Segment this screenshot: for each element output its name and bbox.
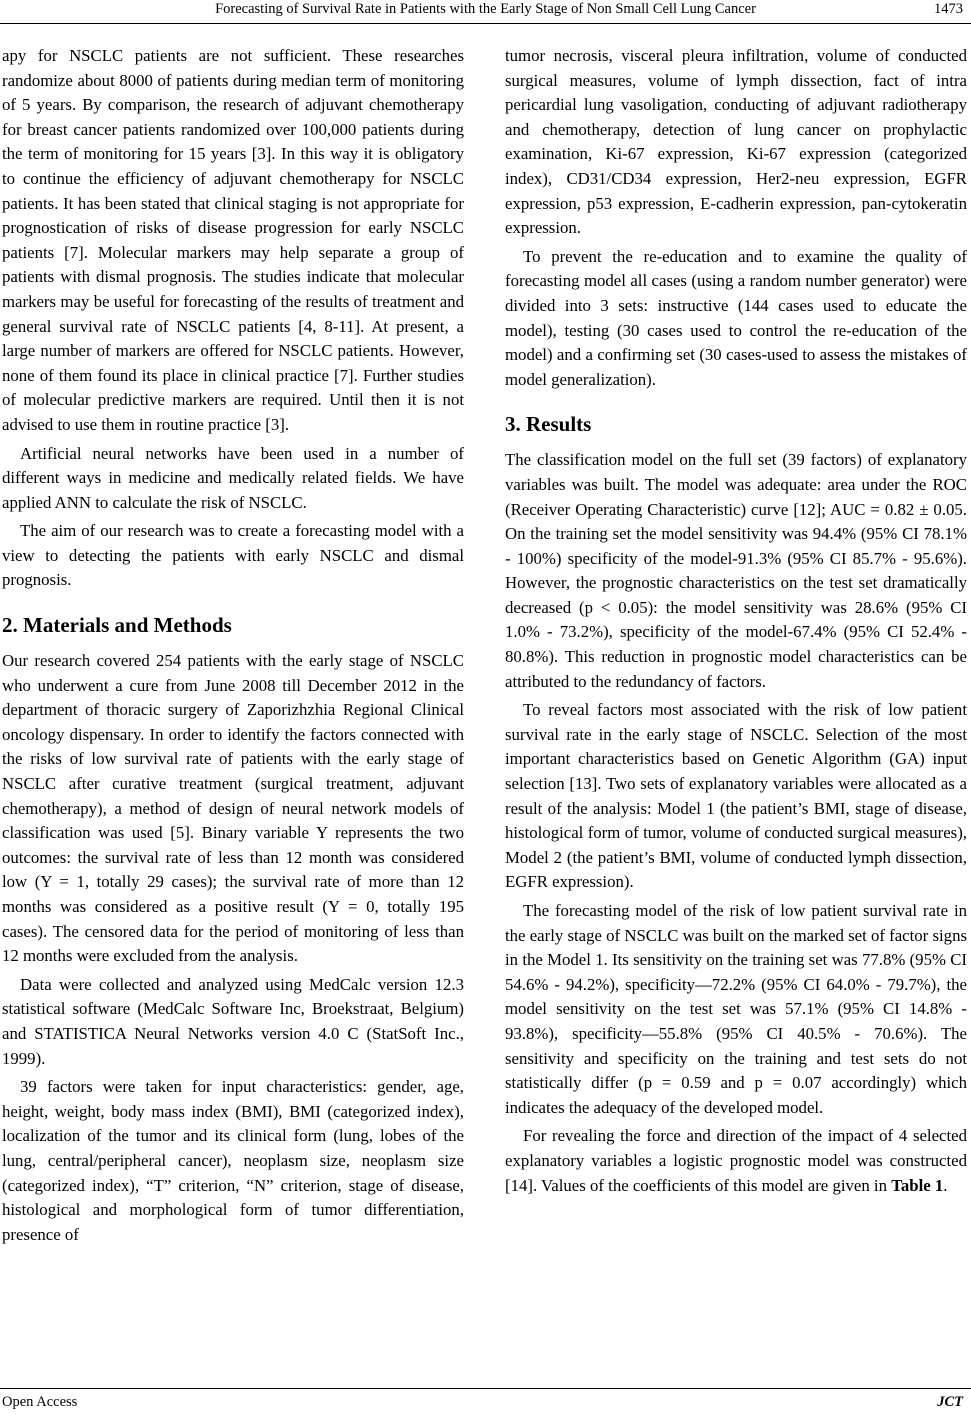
table-reference-link[interactable]: Table 1 <box>891 1175 944 1195</box>
footer-journal-abbrev: JCT <box>937 1394 963 1410</box>
paragraph: apy for NSCLC patients are not sufficient. These researches randomize about 8000 of patients during median term of monitoring of 5 years. By comparison, the research of adjuvant chemotherapy for breast cancer patients randomized over 100,000 patients during the term of monitoring for 15 years [3]. In this way it is obligatory to continue the efficiency of adjuvant chemotherapy for NSCLC patients. It has been stated that clinical staging is not appropriate for prognostication of risks of disease progression for early NSCLC patients [7]. Molecular markers may help separate a group of patients with dismal prognosis. The studies indicate that molecular markers may be useful for forecasting of the results of treatment and general survival rate of NSCLC patients [4, 8-11]. At present, a large number of markers are offered for NSCLC patients. However, none of them found its place in clinical practice [7]. Further studies of molecular predictive markers are required. Until then it is not advised to use them in routine practice [3]. <box>2 46 464 434</box>
page-number: 1473 <box>934 1 963 17</box>
right-column <box>505 44 967 1198</box>
paragraph: tumor necrosis, visceral pleura infiltration, volume of conducted surgical measures, volume of lymph dissection, fact of intra pericardial lung vasoligation, conducting of adjuvant radiotherapy and chemotherapy, detection of lung cancer on prophylactic examination, Ki-67 expression, Ki-67 expression (categorized index), CD31/CD34 expression, Her2-neu expression, EGFR expression, p53 expression, E-cadherin expression, pan-cytokeratin expression. <box>505 46 967 238</box>
left-column <box>2 44 464 1247</box>
paragraph: The aim of our research was to create a forecasting model with a view to detecting the patients with early NSCLC and dismal prognosis. <box>2 521 464 590</box>
paragraph-text-end: . <box>943 1175 948 1195</box>
running-title: Forecasting of Survival Rate in Patients with the Early Stage of Non Small Cell Lung Cancer <box>215 1 756 17</box>
footer-rule <box>0 1388 971 1389</box>
running-header <box>0 0 971 24</box>
paragraph: Data were collected and analyzed using MedCalc version 12.3 statistical software (MedCalc Software Inc, Broekstraat, Belgium) and STATISTICA Neural Networks version 4.0 C (StatSoft Inc., 1999). <box>2 974 464 1068</box>
footer-open-access: Open Access <box>2 1394 78 1410</box>
paragraph <box>505 1124 967 1198</box>
header-rule <box>0 23 971 24</box>
paragraph: Artificial neural networks have been used in a number of different ways in medicine and medically related fields. We have applied ANN to calculate the risk of NSCLC. <box>2 443 464 512</box>
paragraph: Our research covered 254 patients with the early stage of NSCLC who underwent a cure from June 2008 till December 2012 in the department of thoracic surgery of Zaporizhzhia Regional Clinical oncology dispensary. In order to identify the factors connected with the risks of low survival rate of patients with the early stage of NSCLC after curative treatment (surgical treatment, adjuvant chemotherapy), a method of design of neural network models of classification was used [5]. Binary variable Y represents the two outcomes: the survival rate of less than 12 month was considered low (Y = 1, totally 29 cases); the survival rate of more than 12 months was considered as a positive result (Y = 0, totally 195 cases). The censored data for the period of monitoring of less than 12 months were excluded from the analysis. <box>2 651 464 966</box>
paragraph: To reveal factors most associated with the risk of low patient survival rate in the early stage of NSCLC. Selection of the most important characteristics based on Genetic Algorithm (GA) input selection [13]. Two sets of explanatory variables were allocated as a result of the analysis: Model 1 (the patient’s BMI, stage of disease, histological form of tumor, volume of conducted surgical measures), Model 2 (the patient’s BMI, volume of conducted lymph dissection, EGFR expression). <box>505 700 967 892</box>
paragraph: The forecasting model of the risk of low patient survival rate in the early stage of NSCLC was built on the marked set of factor signs in the Model 1. Its sensitivity on the training set was 77.8% (95% CI 54.6% - 94.2%), specificity—72.2% (95% CI 64.0% - 79.7%), the model sensitivity on the test set was 57.1% (95% CI 14.8% - 93.8%), specificity—55.8% (95% CI 40.5% - 70.6%). The sensitivity and specificity on the training and test sets do not statistically differ (p = 0.59 and p = 0.07 accordingly) which indicates the adequacy of the developed model. <box>505 901 967 1117</box>
section-heading-materials-methods: 2. Materials and Methods <box>2 613 232 638</box>
paragraph: 39 factors were taken for input characteristics: gender, age, height, weight, body mass index (BMI), BMI (categorized index), localization of the tumor and its clinical form (lung, lobes of the lung, central/peripheral cancer), neoplasm size, neoplasm size (categorized index), “T” criterion, “N” criterion, stage of disease, histological and morphological form of tumor differentiation, presence of <box>2 1077 464 1244</box>
paragraph: The classification model on the full set (39 factors) of explanatory variables was built. The model was adequate: area under the ROC (Receiver Operating Characteristic) curve [12]; AUC = 0.82 ± 0.05. On the training set the model sensitivity was 94.4% (95% CI 78.1% - 100%) specificity of the model-91.3% (95% CI 85.7% - 95.6%). However, the prognostic characteristics on the test set dramatically decreased (p < 0.05): the model sensitivity was 28.6% (95% CI 1.0% - 73.2%), specificity of the model-67.4% (95% CI 52.4% - 80.8%). This reduction in prognostic model characteristics can be attributed to the redundancy of factors. <box>505 450 967 691</box>
section-heading-results: 3. Results <box>505 412 592 437</box>
paragraph: To prevent the re-education and to examine the quality of forecasting model all cases (using a random number generator) were divided into 3 sets: instructive (144 cases used to educate the model), testing (30 cases used to control the re-education of the model) and a confirming set (30 cases-used to assess the mistakes of model generalization). <box>505 246 967 389</box>
paragraph-text: For revealing the force and direction of the impact of 4 selected explanatory variables a logistic prognostic model was constructed [14]. Values of the coefficients of this model are given in <box>505 1126 967 1195</box>
